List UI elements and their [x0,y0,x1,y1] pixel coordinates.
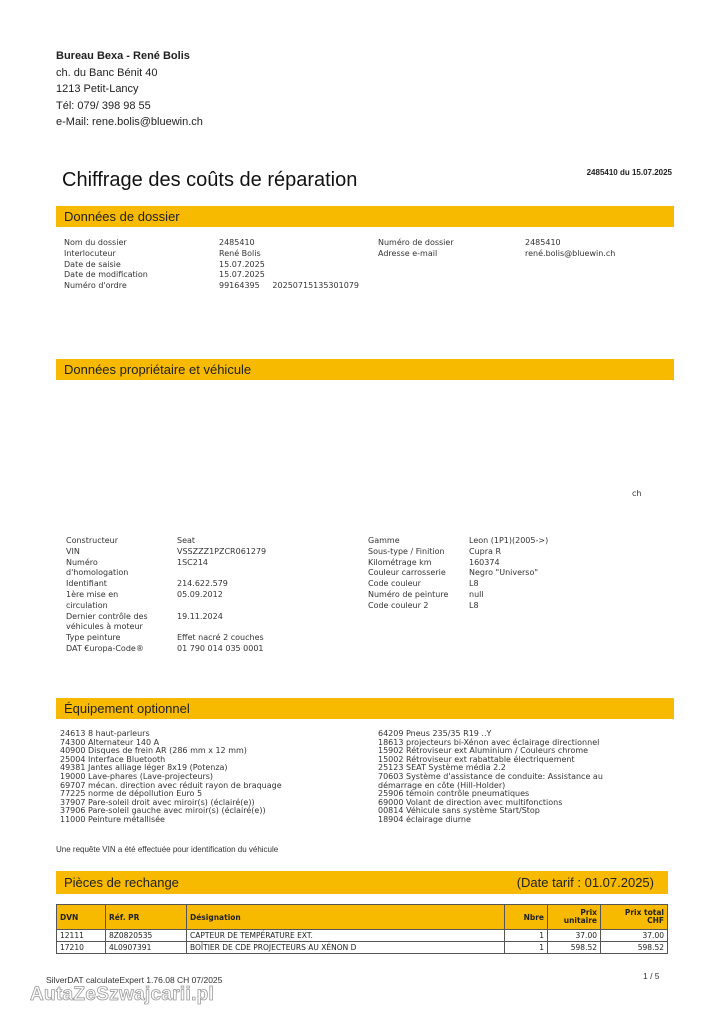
field-label: Kilométrage km [368,557,432,567]
parts-header-row [57,905,668,930]
field-label: Numéro d'homologation [66,557,129,578]
field-value: 1SC214 [177,557,209,567]
dossier-left-fields [64,238,359,292]
equipment-item: 15002 Rétroviseur ext rabattable électriquement [378,754,575,764]
equipment-item: 24613 8 haut-parleurs [60,729,150,738]
table-cell: 12111 [57,930,106,942]
equipment-item: 37906 Pare-soleil gauche avec miroir(s) (éclairé(e)) [60,806,266,816]
page-number: 1 / 5 [643,971,660,981]
sender-city: 1213 Petit-Lancy [56,83,139,95]
field-label: Code couleur [368,579,421,589]
field-value: 2485410 [219,238,255,247]
page-title: Chiffrage des coûts de réparation [62,169,358,191]
watermark: AutaZeSzwajcarii.pl [30,984,215,1005]
field-value: Seat [177,536,196,545]
equipment-item: 69000 Volant de direction avec multifonctions [378,797,563,807]
field-value: VSSZZZ1PZCR061279 [177,546,267,556]
field-row [64,281,359,292]
field-label: VIN [66,546,80,556]
parts-table [56,904,668,954]
table-row [57,942,668,954]
field-value: 05.09.2012 [177,589,223,599]
field-value: L8 [469,579,479,589]
field-value: Leon (1P1)(2005->) [469,536,549,545]
field-label: Adresse e-mail [378,248,438,258]
equipment-right-list [378,730,603,825]
equipment-left-list [60,730,282,825]
table-cell: 17210 [57,942,106,954]
field-value: rené.bolis@bluewin.ch [525,248,616,258]
parts-price-date: (Date tarif : 01.07.2025) [516,875,654,890]
equipment-item: 25906 témoin contrôle pneumatiques [378,789,530,799]
dossier-right-fields [378,238,615,260]
section-header-owner [56,359,674,380]
col-total-price: Prix total CHF [601,905,668,930]
col-qty: Nbre [505,905,548,930]
equipment-item: 40900 Disques de frein AR (286 mm x 12 mm) [60,746,247,756]
field-label: 1ère mise en circulation [66,589,119,610]
field-row [64,270,359,281]
field-row [66,536,266,547]
field-label: Type peinture [66,633,121,643]
field-label: Nom du dossier [64,238,127,247]
section-header-parts [56,871,668,894]
field-row [64,238,359,249]
col-designation: Désignation [187,905,505,930]
field-row [368,536,548,547]
field-row [66,633,266,644]
equipment-item: démarrage en côte (Hill-Holder) [378,780,506,790]
field-value: null [469,589,484,599]
table-cell: 598.52 [601,942,668,954]
field-value: Cupra R [469,546,502,556]
field-label: Date de modification [64,270,148,280]
table-cell: 8Z0820535 [106,930,187,942]
table-cell: 37.00 [548,930,601,942]
field-label: Interlocuteur [64,248,116,258]
field-row [64,260,359,271]
field-value: 19.11.2024 [177,611,223,621]
field-row [66,547,266,558]
equipment-item: 18904 éclairage diurne [378,814,471,824]
field-row [368,568,548,579]
field-row [66,558,266,580]
field-value: 214.622.579 [177,579,228,589]
field-value: René Bolis [219,248,261,258]
table-row [57,930,668,942]
table-cell: 1 [505,930,548,942]
section-title-owner: Données propriétaire et véhicule [64,362,252,377]
table-cell: 598.52 [548,942,601,954]
field-label: Identifiant [66,579,107,589]
field-row [66,590,266,612]
field-label: Code couleur 2 [368,600,429,610]
sender-street: ch. du Banc Bénit 40 [56,66,158,79]
field-label: Numéro d'ordre [64,281,127,291]
equipment-item: 49381 Jantes alliage léger 8x19 (Potenza) [60,763,228,773]
table-cell: 4L0907391 [106,942,187,954]
field-value: 160374 [469,557,500,567]
field-value: Negro "Universo" [469,568,539,578]
field-row [66,644,266,655]
field-row [378,238,615,249]
field-row [368,601,548,612]
field-label: Couleur carrosserie [368,568,446,578]
field-row [368,590,548,601]
field-label: DAT €uropa-Code® [66,643,144,653]
owner-note: ch [632,489,642,498]
equipment-item: 74300 Alternateur 140 A [60,737,160,747]
equipment-item: 70603 Système d'assistance de conduite: Assistance au [378,771,603,781]
equipment-item: 25123 SEAT Système média 2.2 [378,763,506,773]
equipment-item: 69707 mécan. direction avec réduit rayon de braquage [60,780,282,790]
field-row [368,558,548,569]
field-row [66,612,266,634]
field-label: Dernier contrôle des véhicules à moteur [66,611,148,632]
equipment-item: 77225 norme de dépollution Euro 5 [60,789,203,799]
field-value: 15.07.2025 [219,270,265,280]
equipment-item: 15902 Rétroviseur ext Aluminium / Couleurs chrome [378,746,589,756]
field-row [368,547,548,558]
field-row [368,579,548,590]
col-unit-price: Prix unitaire [548,905,601,930]
section-title-parts: Pièces de rechange [64,875,179,890]
footer-software: SilverDAT calculateExpert 1.76.08 CH 07/2025 [46,975,223,985]
equipment-item: 64209 Pneus 235/35 R19 ..Y [378,729,492,738]
field-value: 99164395 20250715135301079 [219,281,359,291]
section-title-dossier: Données de dossier [64,209,180,224]
vehicle-right-fields [368,536,548,612]
field-row [378,249,615,260]
sender-email: e-Mail: rene.bolis@bluewin.ch [56,116,203,128]
section-title-equipment: Équipement optionnel [64,701,190,716]
equipment-item: 37907 Pare-soleil droit avec miroir(s) (éclairé(e)) [60,797,255,807]
field-label: Constructeur [66,536,119,545]
field-row [66,579,266,590]
table-cell: 37.00 [601,930,668,942]
sender-block [56,48,203,131]
field-label: Numéro de dossier [378,238,454,247]
sender-name: Bureau Bexa - René Bolis [56,50,190,62]
parts-body [57,930,668,954]
section-header-dossier [56,206,674,227]
section-header-equipment [56,698,674,719]
equipment-item: 25004 Interface Bluetooth [60,754,166,764]
vin-note: Une requête VIN a été effectuée pour identification du véhicule [56,845,279,854]
equipment-item: 18613 projecteurs bi-Xénon avec éclairage directionnel [378,737,600,747]
equipment-item: 19000 Lave-phares (Lave-projecteurs) [60,771,214,781]
col-ref: Réf. PR [106,905,187,930]
table-cell: CAPTEUR DE TEMPÉRATURE EXT. [187,930,505,942]
field-value: 2485410 [525,238,561,247]
table-cell: 1 [505,942,548,954]
table-cell: BOÎTIER DE CDE PROJECTEURS AU XÉNON D [187,942,505,954]
field-label: Numéro de peinture [368,589,449,599]
field-value: Effet nacré 2 couches [177,633,264,643]
field-value: 15.07.2025 [219,259,265,269]
field-label: Sous-type / Finition [368,546,445,556]
col-dvn: DVN [57,905,106,930]
field-value: L8 [469,600,479,610]
equipment-item: 11000 Peinture métallisée [60,814,165,824]
sender-phone: Tél: 079/ 398 98 55 [56,99,151,112]
field-row [64,249,359,260]
vehicle-left-fields [66,536,266,655]
document-reference: 2485410 du 15.07.2025 [586,168,672,177]
equipment-item: 00814 Véhicule sans système Start/Stop [378,806,540,816]
field-label: Gamme [368,536,400,545]
field-value: 01 790 014 035 0001 [177,643,264,653]
field-label: Date de saisie [64,259,121,269]
